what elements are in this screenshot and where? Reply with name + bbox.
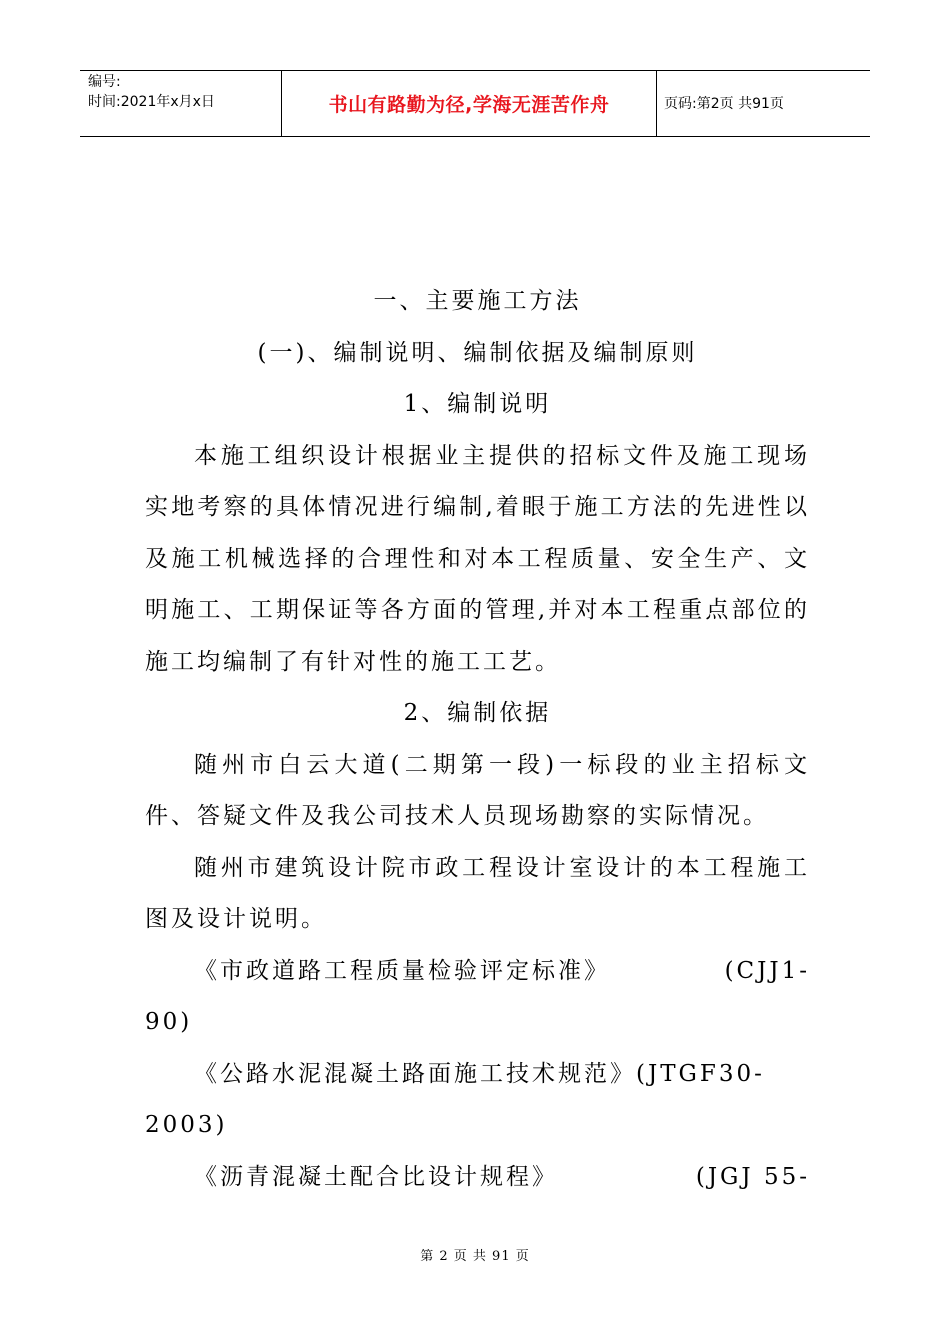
reference-code-end: 90) [145,1009,193,1035]
header-number-label: 编号: [88,74,121,90]
document-body [145,276,810,1203]
reference-code-start: (JTGF30- [636,1060,765,1087]
header-bottom-border [80,136,870,137]
section-title: 一、主要施工方法 [373,288,582,314]
reference-code-start: (JGJ 55- [695,1163,810,1190]
reference-item [145,1049,810,1152]
header-top-border [80,70,870,71]
paragraph-compilation-notes: 本施工组织设计根据业主提供的招标文件及施工现场实地考察的具体情况进行编制,着眼于施工方法的先进性以及施工机械选择的合理性和对本工程质量、安全生产、文明施工、工期保证等各方面的管理,并对本工程重点部位的施工均编制了有针对性的施工工艺。 [145,442,810,675]
heading-compilation-basis: 2、编制依据 [403,700,552,726]
reference-code-start: (CJJ1- [724,957,810,984]
heading-compilation-notes: 1、编制说明 [403,391,552,417]
footer-page-number: 第 2 页 共 91 页 [420,1249,530,1264]
paragraph-design-drawings: 随州市建筑设计院市政工程设计室设计的本工程施工图及设计说明。 [145,854,810,932]
paragraph-tender-documents: 随州市白云大道(二期第一段)一标段的业主招标文件、答疑文件及我公司技术人员现场勘察的实际情况。 [145,751,810,829]
header-motto: 书山有路勤为径,学海无涯苦作舟 [328,94,610,116]
header-meta [88,72,215,112]
reference-name: 《公路水泥混凝土路面施工技术规范》 [194,1060,636,1087]
header-divider-right [656,70,657,136]
reference-code-end: 2003) [145,1112,228,1138]
reference-name: 《市政道路工程质量检验评定标准》 [194,957,610,984]
reference-item [145,946,810,1049]
subsection-title: (一)、编制说明、编制依据及编制原则 [257,339,698,366]
reference-name: 《沥青混凝土配合比设计规程》 [194,1163,558,1190]
header-page-info: 页码:第2页 共91页 [664,96,784,112]
header-time-label: 时间:2021年x月x日 [88,94,215,110]
reference-item [145,1152,810,1204]
